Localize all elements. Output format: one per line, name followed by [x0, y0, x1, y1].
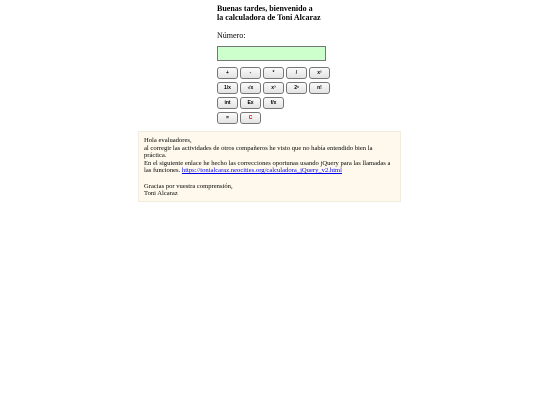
- subtract-button[interactable]: -: [240, 67, 261, 79]
- power-of-two-button[interactable]: 2ˣ: [286, 82, 307, 94]
- square-root-button[interactable]: √x: [240, 82, 261, 94]
- evaluator-note: [138, 131, 401, 202]
- equals-button[interactable]: =: [217, 112, 238, 124]
- reciprocal-button[interactable]: 1/x: [217, 82, 238, 94]
- note-spacer: [144, 175, 395, 183]
- integer-button[interactable]: int: [217, 97, 238, 109]
- number-label: Número:: [217, 31, 246, 40]
- jquery-version-link[interactable]: https://tonialcaraz.neocities.org/calculadora_jQuery_v2.html: [181, 167, 343, 175]
- exponent-button[interactable]: Ex: [240, 97, 261, 109]
- note-body-2: [144, 160, 395, 175]
- greeting-line-2: la calculadora de Toni Alcaraz: [217, 13, 321, 22]
- multiply-button[interactable]: *: [263, 67, 284, 79]
- button-row-4: [217, 112, 367, 124]
- button-row-1: [217, 67, 367, 79]
- note-signature: Toni Alcaraz: [144, 190, 178, 198]
- note-body-1: al corregir las actividades de otros compañeros he visto que no había entendido bien la práctica.: [144, 144, 373, 160]
- note-closing: Gracias por vuestra comprensión,: [144, 182, 233, 190]
- greeting-line-1: Buenas tardes, bienvenido a: [217, 4, 313, 13]
- note-body-2-text: En el siguiente enlace he hecho las correcciones oportunas usando jQuery para las llamadas a las funciones.: [144, 159, 391, 175]
- note-greeting: Hola evaluadores,: [144, 137, 192, 144]
- divide-button[interactable]: /: [286, 67, 307, 79]
- calculator-panel: [217, 4, 367, 127]
- number-input[interactable]: [217, 46, 326, 61]
- fix-button[interactable]: f/x: [263, 97, 284, 109]
- page-title: [217, 4, 367, 22]
- button-row-3: [217, 97, 367, 109]
- add-button[interactable]: +: [217, 67, 238, 79]
- cube-button[interactable]: x³: [263, 82, 284, 94]
- button-row-2: [217, 82, 367, 94]
- button-grid: [217, 67, 367, 124]
- clear-button[interactable]: C: [240, 112, 261, 124]
- square-button[interactable]: x²: [309, 67, 330, 79]
- factorial-button[interactable]: n!: [309, 82, 330, 94]
